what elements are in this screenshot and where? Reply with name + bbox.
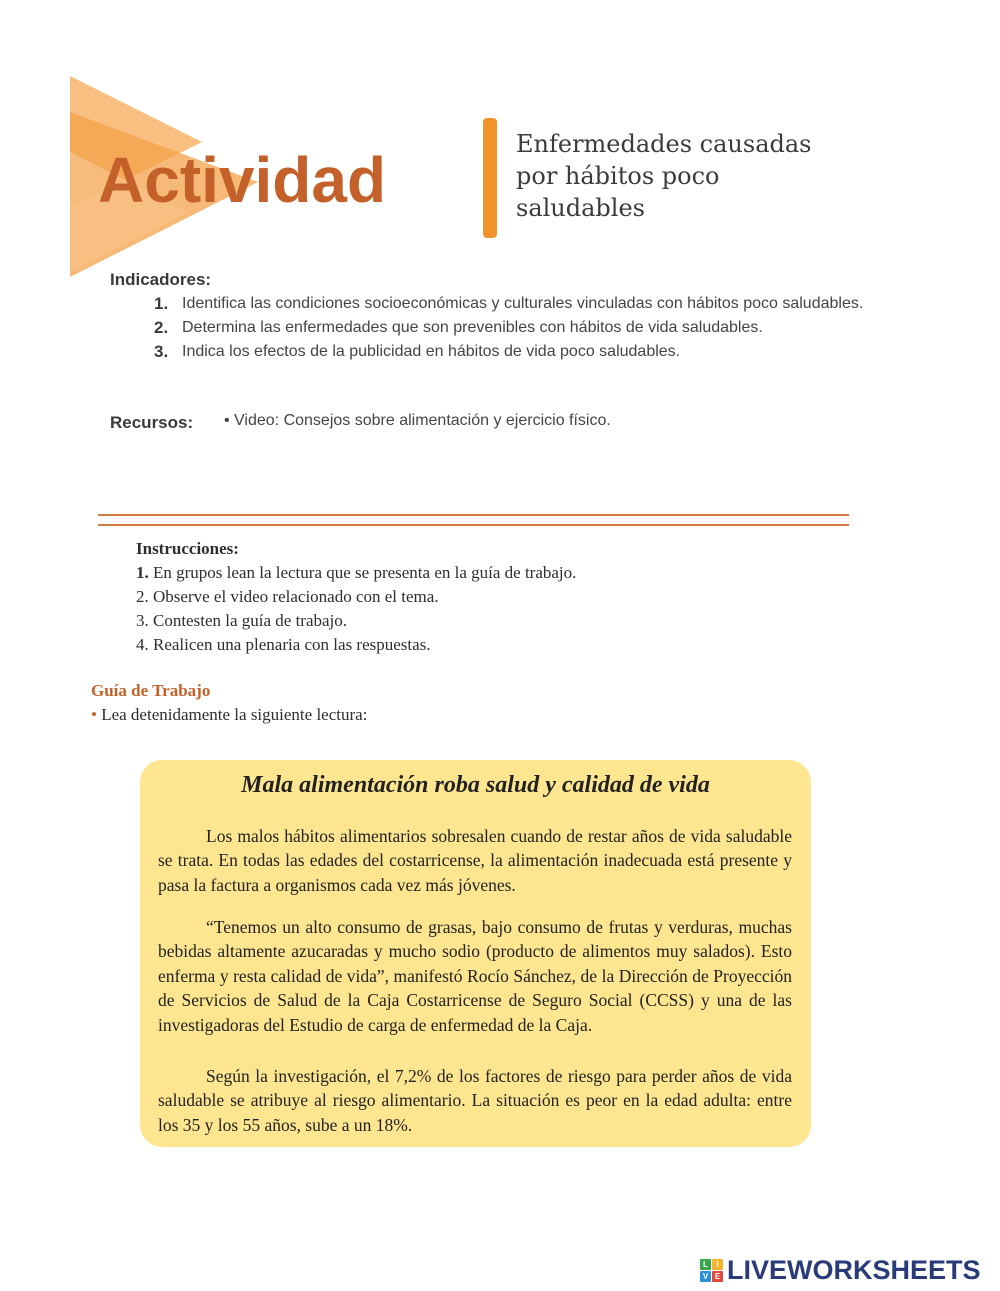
instructions-block [136,537,576,657]
guia-instruction [91,705,367,725]
list-item [154,292,874,316]
instructions-heading: Instrucciones: [136,539,239,558]
item-text: Observe el video relacionado con el tema. [153,587,439,606]
item-text: Indica los efectos de la publicidad en hábitos de vida poco saludables. [182,343,681,360]
reading-paragraph: Según la investigación, el 7,2% de los factores de riesgo para perder años de vida saludable se atribuye al riesgo alimentario. La situación es peor en la edad adulta: entre los 35 y los 55 años, sube a un 18%. [158,1066,792,1135]
activity-heading: Actividad [98,144,387,216]
item-number: 4. [136,635,149,654]
recursos-label: Recursos: [110,413,194,432]
item-number: 3. [136,611,149,630]
reading-box [140,760,811,1147]
item-number: 2. [136,587,149,606]
guia-instruction-text: Lea detenidamente la siguiente lectura: [101,705,368,724]
bullet-icon: • [91,705,97,724]
logo-text: LIVEWORKSHEETS [727,1254,981,1285]
list-item [136,561,576,585]
list-item [136,633,576,657]
list-item [136,585,576,609]
recursos-text: • Video: Consejos sobre alimentación y ejercicio físico. [224,412,611,429]
title-accent-bar [483,118,497,238]
guia-heading: Guía de Trabajo [91,681,211,700]
list-item [136,609,576,633]
item-text: Contesten la guía de trabajo. [153,611,348,630]
reading-paragraph: “Tenemos un alto consumo de grasas, bajo consumo de frutas y verduras, muchas bebidas altamente azucaradas y mucho sodio (producto de alimentos muy salados). Esto enferma y resta calidad de vida”, manifestó Rocío Sánchez, de la Dirección de Proyección de Servicios de Salud de la Caja Costarricense de Seguro Social (CCSS) y una de las investigadoras del Estudio de carga de enfermedad de la Caja. [158,917,792,1035]
list-item [154,340,874,364]
activity-title [516,128,876,224]
item-text: Determina las enfermedades que son prevenibles con hábitos de vida saludables. [182,319,763,336]
item-number: 1. [136,563,149,582]
list-item [154,316,874,340]
reading-paragraph: Los malos hábitos alimentarios sobresalen cuando de restar años de vida saludable se trata. En todas las edades del costarricense, la alimentación inadecuada está presente y pasa la factura a organismos cada vez más jóvenes. [158,826,792,895]
divider-line [98,514,849,516]
logo-block: V [700,1271,711,1282]
title-line: por hábitos poco [516,162,720,190]
logo-block: L [700,1259,711,1270]
indicadores-list [154,292,874,364]
item-number: 2. [154,318,169,337]
reading-title: Mala alimentación roba salud y calidad de vida [241,772,710,798]
divider-line [98,524,849,526]
item-number: 1. [154,294,169,313]
item-number: 3. [154,342,169,361]
item-text: Identifica las condiciones socioeconómicas y culturales vinculadas con hábitos poco saludables. [182,295,864,312]
logo-block: E [712,1271,723,1282]
item-text: En grupos lean la lectura que se presenta en la guía de trabajo. [153,563,577,582]
indicadores-label: Indicadores: [110,270,212,289]
title-line: Enfermedades causadas [516,130,812,158]
logo-blocks-icon [700,1259,723,1282]
logo-block: I [712,1259,723,1270]
liveworksheets-logo [700,1255,981,1285]
item-text: Realicen una plenaria con las respuestas. [153,635,431,654]
title-line: saludables [516,194,645,222]
